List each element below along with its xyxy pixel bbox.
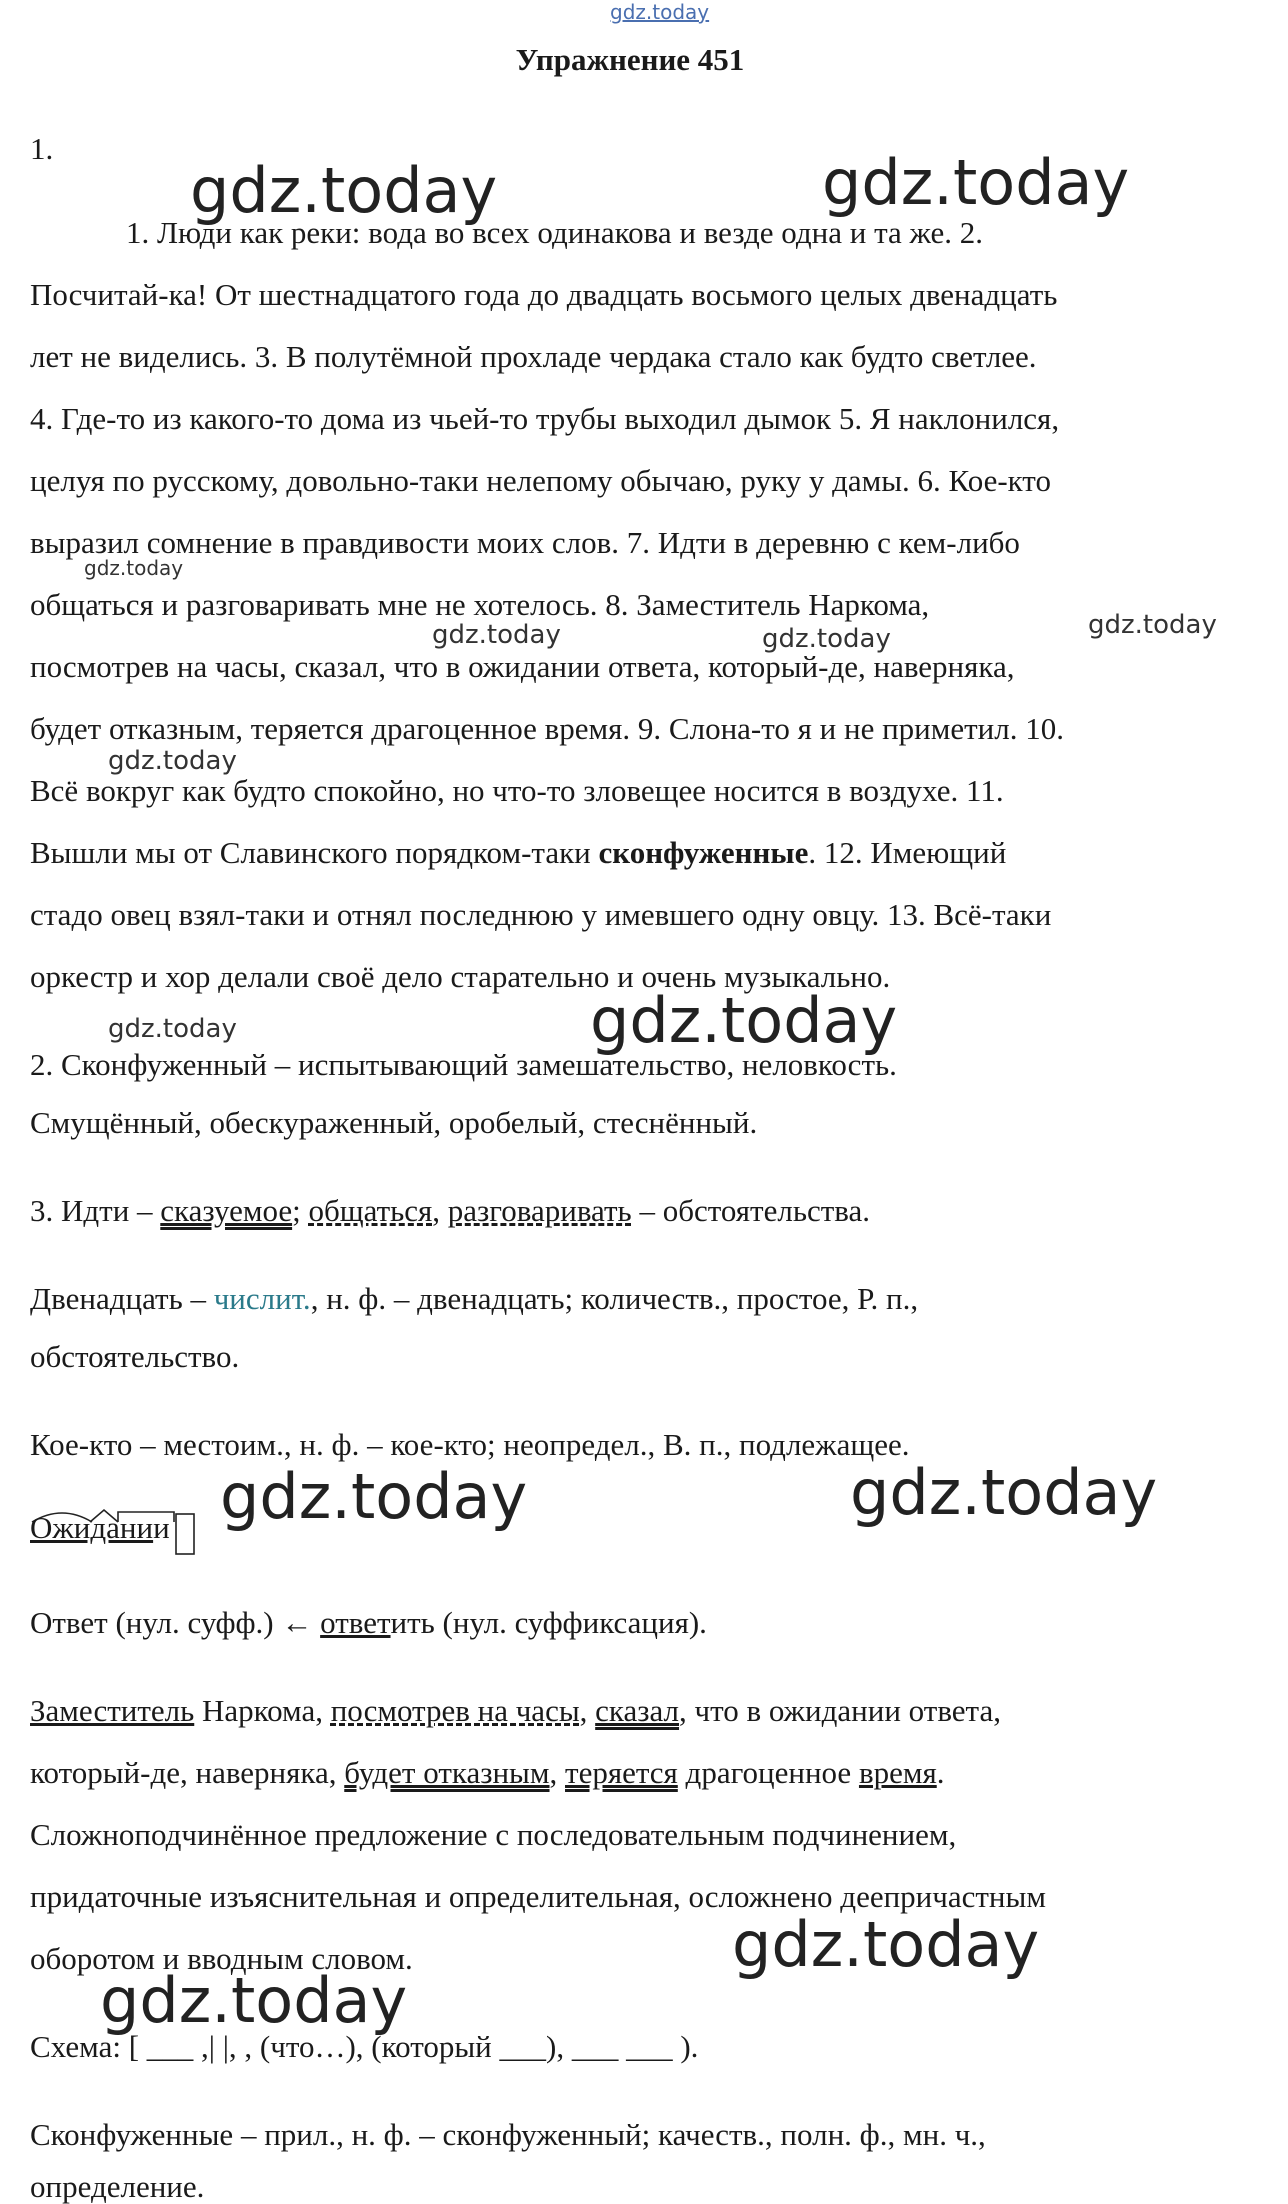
- root-part: ответ: [320, 1605, 391, 1640]
- text-part: Вышли мы от Славинского порядком-таки: [30, 835, 599, 870]
- predicate-word: теряется: [565, 1755, 678, 1790]
- text-line: [30, 1694, 1001, 1728]
- text-line: [30, 1194, 870, 1228]
- text-part: ,: [432, 1193, 448, 1228]
- watermark: gdz.today: [762, 624, 891, 654]
- watermark: gdz.today: [190, 154, 498, 227]
- text-line: оборотом и вводным словом.: [30, 1941, 413, 1976]
- text-part: , н. ф. – двенадцать; количеств., простое, Р. п.,: [310, 1281, 919, 1316]
- text-line: 4. Где-то из какого-то дома из чьей-то трубы выходил дымок 5. Я наклонился,: [30, 401, 1060, 436]
- text-part: ;: [292, 1193, 309, 1228]
- text-part: ,: [579, 1693, 596, 1728]
- text-line: придаточные изъяснительная и определительная, осложнено деепричастным: [30, 1879, 1046, 1914]
- adverbial-word: разговаривать: [447, 1193, 632, 1228]
- text-part: ,: [549, 1755, 566, 1790]
- text-part: [312, 1605, 320, 1640]
- section-number: 1.: [30, 131, 54, 166]
- text-part: числит.: [213, 1281, 311, 1316]
- predicate-word: сказал: [595, 1693, 680, 1728]
- adverbial-word: общаться: [308, 1193, 433, 1228]
- watermark: gdz.today: [100, 1964, 408, 2037]
- watermark: gdz.today: [432, 620, 561, 650]
- predicate-word: сказуемое: [160, 1193, 293, 1228]
- watermark-top: gdz.today: [610, 0, 710, 24]
- text-line: Сконфуженные – прил., н. ф. – сконфуженный; качеств., полн. ф., мн. ч.,: [30, 2117, 986, 2152]
- subject-word: Заместитель: [30, 1693, 195, 1728]
- participle-phrase: посмотрев на часы: [330, 1693, 580, 1728]
- text-line: [30, 836, 1006, 870]
- scheme-line: Схема: [ ___ ,| |, , (что…), (который ___), ___ ___ ).: [30, 2029, 699, 2064]
- text-line: Кое-кто – местоим., н. ф. – кое-кто; неопредел., В. п., подлежащее.: [30, 1427, 910, 1462]
- page-title: Упражнение 451: [515, 42, 745, 77]
- watermark: gdz.today: [822, 146, 1130, 219]
- watermark: gdz.today: [84, 556, 184, 580]
- text-line: [30, 1282, 918, 1316]
- text-part: 3. Идти –: [30, 1193, 161, 1228]
- text-line: будет отказным, теряется драгоценное время. 9. Слона-то я и не приметил. 10.: [30, 711, 1064, 746]
- text-line: лет не виделись. 3. В полутёмной прохладе чердака стало как будто светлее.: [30, 339, 1037, 374]
- text-line: оркестр и хор делали своё дело старательно и очень музыкально.: [30, 959, 891, 994]
- text-part: – обстоятельства.: [631, 1193, 871, 1228]
- watermark: gdz.today: [108, 746, 237, 776]
- watermark: gdz.today: [590, 984, 898, 1057]
- watermark: gdz.today: [850, 1456, 1158, 1529]
- text-line: [30, 1606, 707, 1640]
- text-line: определение.: [30, 2169, 205, 2204]
- morpheme-word: [30, 1510, 170, 1546]
- text-line: Всё вокруг как будто спокойно, но что-то зловещее носится в воздухе. 11.: [30, 773, 1004, 808]
- text-line: 1. Люди как реки: вода во всех одинакова и везде одна и та же. 2.: [126, 215, 984, 250]
- text-line: 2. Сконфуженный – испытывающий замешательство, неловкость.: [30, 1047, 897, 1082]
- text-part: , что в ожидании ответа,: [679, 1693, 1001, 1728]
- predicate-word: будет отказным: [344, 1755, 550, 1790]
- watermark: gdz.today: [108, 1014, 237, 1044]
- text-line: посмотрев на часы, сказал, что в ожидании ответа, который-де, наверняка,: [30, 649, 1015, 684]
- text-line: выразил сомнение в правдивости моих слов. 7. Идти в деревню с кем-либо: [30, 525, 1020, 560]
- arrow-icon: ←: [281, 1605, 313, 1640]
- text-part: .: [936, 1755, 945, 1790]
- text-line: Смущённый, обескураженный, оробелый, стеснённый.: [30, 1105, 758, 1140]
- text-part: ить (нул. суффиксация).: [390, 1605, 707, 1640]
- text-part: . 12. Имеющий: [808, 835, 1007, 870]
- text-line: Сложноподчинённое предложение с последовательным подчинением,: [30, 1817, 957, 1852]
- text-line: общаться и разговаривать мне не хотелось. 8. Заместитель Наркома,: [30, 587, 930, 622]
- watermark: gdz.today: [1088, 610, 1217, 640]
- text-line: целуя по русскому, довольно-таки нелепому обычаю, руку у дамы. 6. Кое-кто: [30, 463, 1051, 498]
- text-line: [30, 1756, 944, 1790]
- text-part: и: [153, 1510, 170, 1545]
- text-part: Двенадцать –: [30, 1281, 214, 1316]
- text-part: Ожидани: [30, 1510, 154, 1545]
- text-part: Наркома,: [194, 1693, 331, 1728]
- text-line: Посчитай-ка! От шестнадцатого года до двадцать восьмого целых двенадцать: [30, 277, 1058, 312]
- watermark: gdz.today: [732, 1908, 1040, 1981]
- text-part: Ответ (нул. суфф.): [30, 1605, 282, 1640]
- bold-word: сконфуженные: [598, 835, 809, 870]
- text-part: который-де, наверняка,: [30, 1755, 345, 1790]
- text-part: драгоценное: [677, 1755, 859, 1790]
- text-line: стадо овец взял-таки и отнял последнюю у имевшего одну овцу. 13. Всё-таки: [30, 897, 1052, 932]
- watermark: gdz.today: [220, 1460, 528, 1533]
- subject-word: время: [858, 1755, 937, 1790]
- text-line: обстоятельство.: [30, 1339, 240, 1374]
